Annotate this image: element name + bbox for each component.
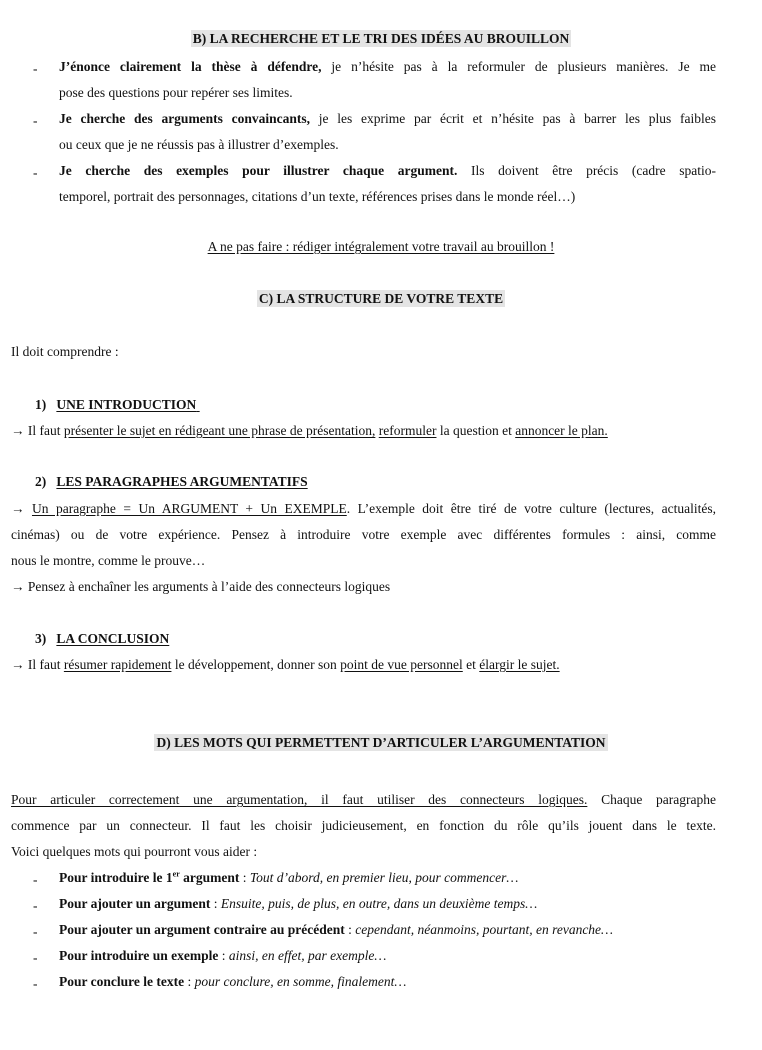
arrow-icon: →	[11, 501, 25, 516]
part-3-title: LA CONCLUSION	[56, 631, 170, 646]
section-d-t1: Chaque paragraphe	[587, 792, 717, 807]
part-1-u2: reformuler	[378, 423, 437, 438]
part-1-text	[11, 423, 608, 439]
section-b-item-1-line-1	[59, 59, 716, 75]
section-c-heading	[0, 291, 762, 307]
connector-1-label-2: argument	[179, 870, 240, 885]
connector-item-4	[59, 948, 386, 964]
connector-1-label: Pour introduire le 1	[59, 870, 173, 885]
part-3-u2: point de vue personnel	[340, 657, 463, 672]
connector-5-colon: :	[184, 974, 195, 989]
connector-item-1	[59, 870, 518, 886]
part-3-t1: Il faut	[27, 657, 64, 672]
item-3-rest: Ils doivent être précis (cadre spatio-	[457, 163, 716, 178]
section-b-item-2-line-2: ou ceux que je ne réussis pas à illustrer d’exemples.	[59, 137, 339, 152]
part-1-u3: annoncer le plan.	[515, 423, 608, 438]
section-c-intro: Il doit comprendre :	[11, 344, 119, 359]
section-b-item-3-line-2: temporel, portrait des personnages, citations d’un texte, références prises dans le monde réel…)	[59, 189, 576, 204]
item-1-bold: J’énonce clairement la thèse à défendre,	[59, 59, 322, 74]
part-2-line-1	[11, 501, 716, 517]
part-3-t2: le développement, donner son	[171, 657, 341, 672]
item-2-bold: Je cherche des arguments convaincants,	[59, 111, 311, 126]
section-d-title: D) LES MOTS QUI PERMETTENT D’ARTICULER L’ARGUMENTATION	[156, 735, 606, 750]
part-3-u3: élargir le sujet.	[479, 657, 560, 672]
bullet-marker: -	[33, 872, 38, 887]
section-d-u1: Pour articuler correctement une argumentation, il faut utiliser des connecteurs logiques.	[11, 792, 588, 807]
section-b-title: B) LA RECHERCHE ET LE TRI DES IDÉES AU BROUILLON	[192, 31, 570, 46]
warning-text: A ne pas faire : rédiger intégralement votre travail au brouillon !	[207, 239, 555, 254]
connector-5-label: Pour conclure le texte	[59, 974, 185, 989]
section-b-item-2-line-1	[59, 111, 716, 127]
part-1-t1: Il faut	[27, 423, 64, 438]
section-d-line-3: Voici quelques mots qui pourront vous aider :	[11, 844, 258, 859]
connector-4-examples: ainsi, en effet, par exemple…	[228, 948, 387, 963]
section-d-line-2: commence par un connecteur. Il faut les choisir judicieusement, en fonction du rôle qu’ils jouent dans le texte.	[11, 818, 716, 833]
section-b-item-1-line-2: pose des questions pour repérer ses limites.	[59, 85, 293, 100]
connector-4-label: Pour introduire un exemple	[59, 948, 219, 963]
bullet-marker: -	[33, 950, 38, 965]
connector-5-examples: pour conclure, en somme, finalement…	[194, 974, 407, 989]
part-2-heading	[35, 474, 308, 490]
part-1-u1: présenter le sujet en rédigeant une phrase de présentation,	[63, 423, 376, 438]
part-3-t3: et	[462, 657, 480, 672]
part-2-title: LES PARAGRAPHES ARGUMENTATIFS	[56, 474, 308, 489]
bullet-marker: -	[33, 113, 38, 128]
connector-1-colon: :	[239, 870, 250, 885]
section-b-heading	[0, 31, 762, 47]
section-d-heading	[0, 735, 762, 751]
section-d-line-1	[11, 792, 716, 808]
part-3-number: 3)	[35, 631, 47, 646]
part-2-number: 2)	[35, 474, 47, 489]
connector-item-3	[59, 922, 613, 938]
connector-1-examples: Tout d’abord, en premier lieu, pour commencer…	[249, 870, 519, 885]
arrow-icon: →	[11, 579, 25, 594]
part-1-title: UNE INTRODUCTION	[56, 397, 197, 412]
part-1-number: 1)	[35, 397, 47, 412]
connector-2-colon: :	[210, 896, 221, 911]
arrow-icon: →	[11, 423, 25, 438]
part-2-line-4	[11, 579, 390, 595]
bullet-marker: -	[33, 61, 38, 76]
connector-2-examples: Ensuite, puis, de plus, en outre, dans un deuxième temps…	[220, 896, 538, 911]
part-1-t3: la question et	[436, 423, 516, 438]
part-2-u1: Un paragraphe = Un ARGUMENT + Un EXEMPLE	[31, 501, 347, 516]
connector-item-2	[59, 896, 537, 912]
warning-line	[0, 239, 762, 255]
part-2-line-3: nous le montre, comme le prouve…	[11, 553, 206, 568]
part-2-line-2: cinémas) ou de votre expérience. Pensez à introduire votre exemple avec différentes formules : ainsi, comme	[11, 527, 716, 542]
bullet-marker: -	[33, 924, 38, 939]
bullet-marker: -	[33, 898, 38, 913]
bullet-marker: -	[33, 165, 38, 180]
part-2-t1: . L’exemple doit être tiré de votre culture (lectures, actualités,	[346, 501, 717, 516]
connector-3-label: Pour ajouter un argument contraire au précédent	[59, 922, 345, 937]
part-3-text	[11, 657, 560, 673]
connector-3-examples: cependant, néanmoins, pourtant, en revanche…	[355, 922, 614, 937]
connector-1-sup: er	[172, 869, 180, 879]
item-3-bold: Je cherche des exemples pour illustrer chaque argument.	[59, 163, 458, 178]
connector-3-colon: :	[344, 922, 356, 937]
part-1-heading	[35, 397, 200, 413]
arrow-icon: →	[11, 657, 25, 672]
part-3-u1: résumer rapidement	[63, 657, 172, 672]
bullet-marker: -	[33, 976, 38, 991]
item-1-rest: je n’hésite pas à la reformuler de plusieurs manières. Je me	[321, 59, 716, 74]
section-b-item-3-line-1	[59, 163, 716, 179]
connector-4-colon: :	[218, 948, 229, 963]
connector-item-5	[59, 974, 406, 990]
part-3-heading	[35, 631, 169, 647]
connector-2-label: Pour ajouter un argument	[59, 896, 211, 911]
part-2-line-4-text: Pensez à enchaîner les arguments à l’aide des connecteurs logiques	[27, 579, 391, 594]
section-c-title: C) LA STRUCTURE DE VOTRE TEXTE	[258, 291, 504, 306]
item-2-rest: je les exprime par écrit et n’hésite pas à barrer les plus faibles	[310, 111, 717, 126]
